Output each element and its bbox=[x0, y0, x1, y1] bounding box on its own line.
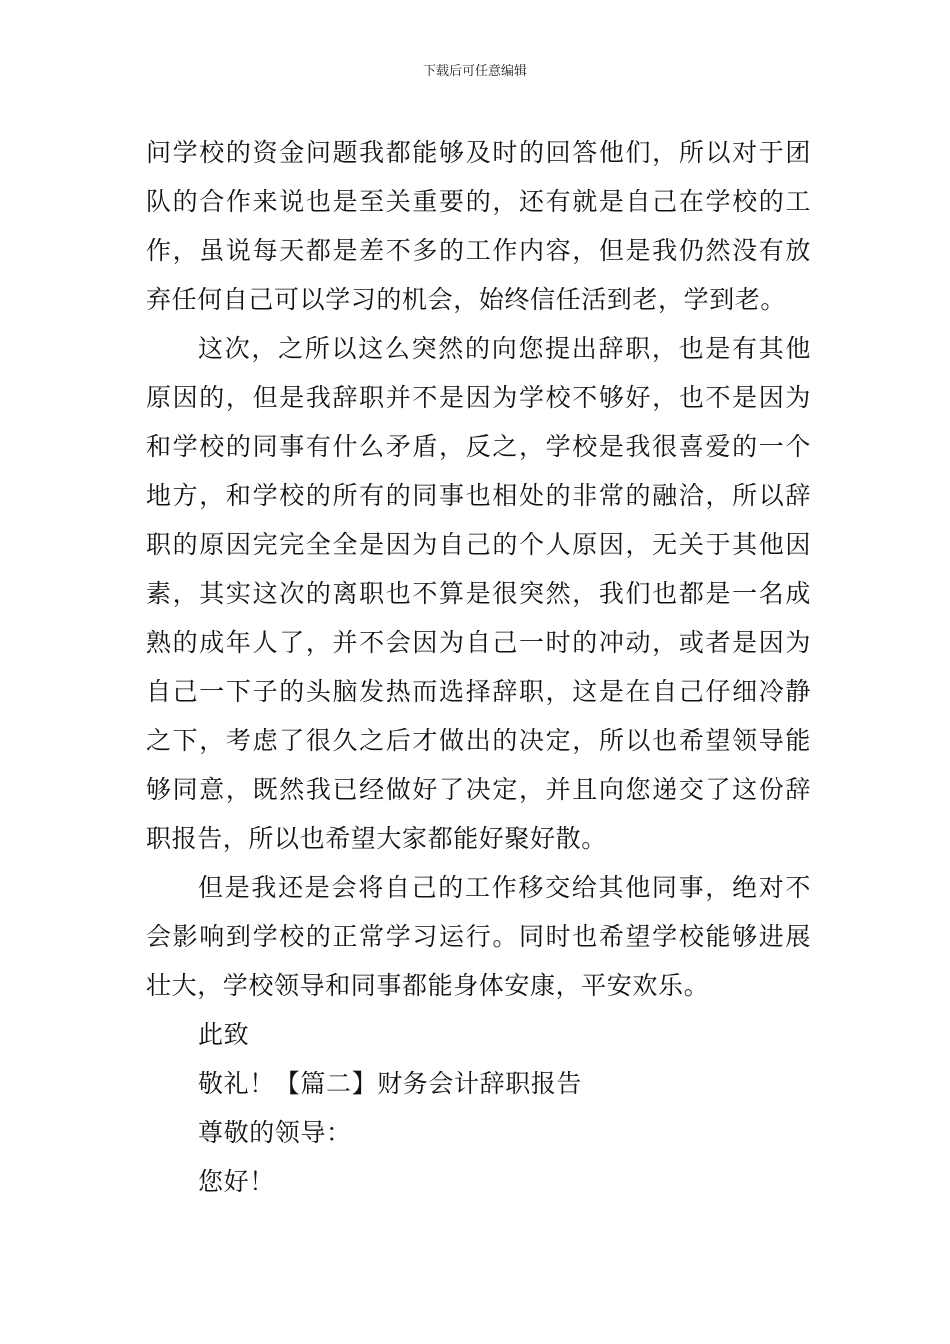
paragraph-handover: 但是我还是会将自己的工作移交给其他同事，绝对不会影响到学校的正常学习运行。同时也希望学校能够进展壮大，学校领导和同事都能身体安康，平安欢乐。 bbox=[146, 873, 811, 1000]
greeting-line: 尊敬的领导： bbox=[198, 1118, 352, 1147]
closing-line: 此致 bbox=[198, 1020, 250, 1049]
hello-line: 您好！ bbox=[198, 1167, 275, 1196]
document-body bbox=[146, 128, 811, 1206]
page-header: 下载后可任意编辑 bbox=[422, 64, 527, 79]
salute-and-section-title: 敬礼！【篇二】财务会计辞职报告 bbox=[198, 1069, 583, 1098]
paragraph-resignation-reason: 这次，之所以这么突然的向您提出辞职，也是有其他原因的，但是我辞职并不是因为学校不够好，也不是因为和学校的同事有什么矛盾，反之，学校是我很喜爱的一个地方，和学校的所有的同事也相处的非常的融洽，所以辞职的原因完完全全是因为自己的个人原因，无关于其他因素，其实这次的离职也不算是很突然，我们也都是一名成熟的成年人了，并不会因为自己一时的冲动，或者是因为自己一下子的头脑发热而选择辞职，这是在自己仔细冷静之下，考虑了很久之后才做出的决定，所以也希望领导能够同意，既然我已经做好了决定，并且向您递交了这份辞职报告，所以也希望大家都能好聚好散。 bbox=[146, 334, 811, 853]
paragraph-continuation: 问学校的资金问题我都能够及时的回答他们，所以对于团队的合作来说也是至关重要的，还有就是自己在学校的工作，虽说每天都是差不多的工作内容，但是我仍然没有放弃任何自己可以学习的机会，始终信任活到老，学到老。 bbox=[146, 138, 811, 314]
